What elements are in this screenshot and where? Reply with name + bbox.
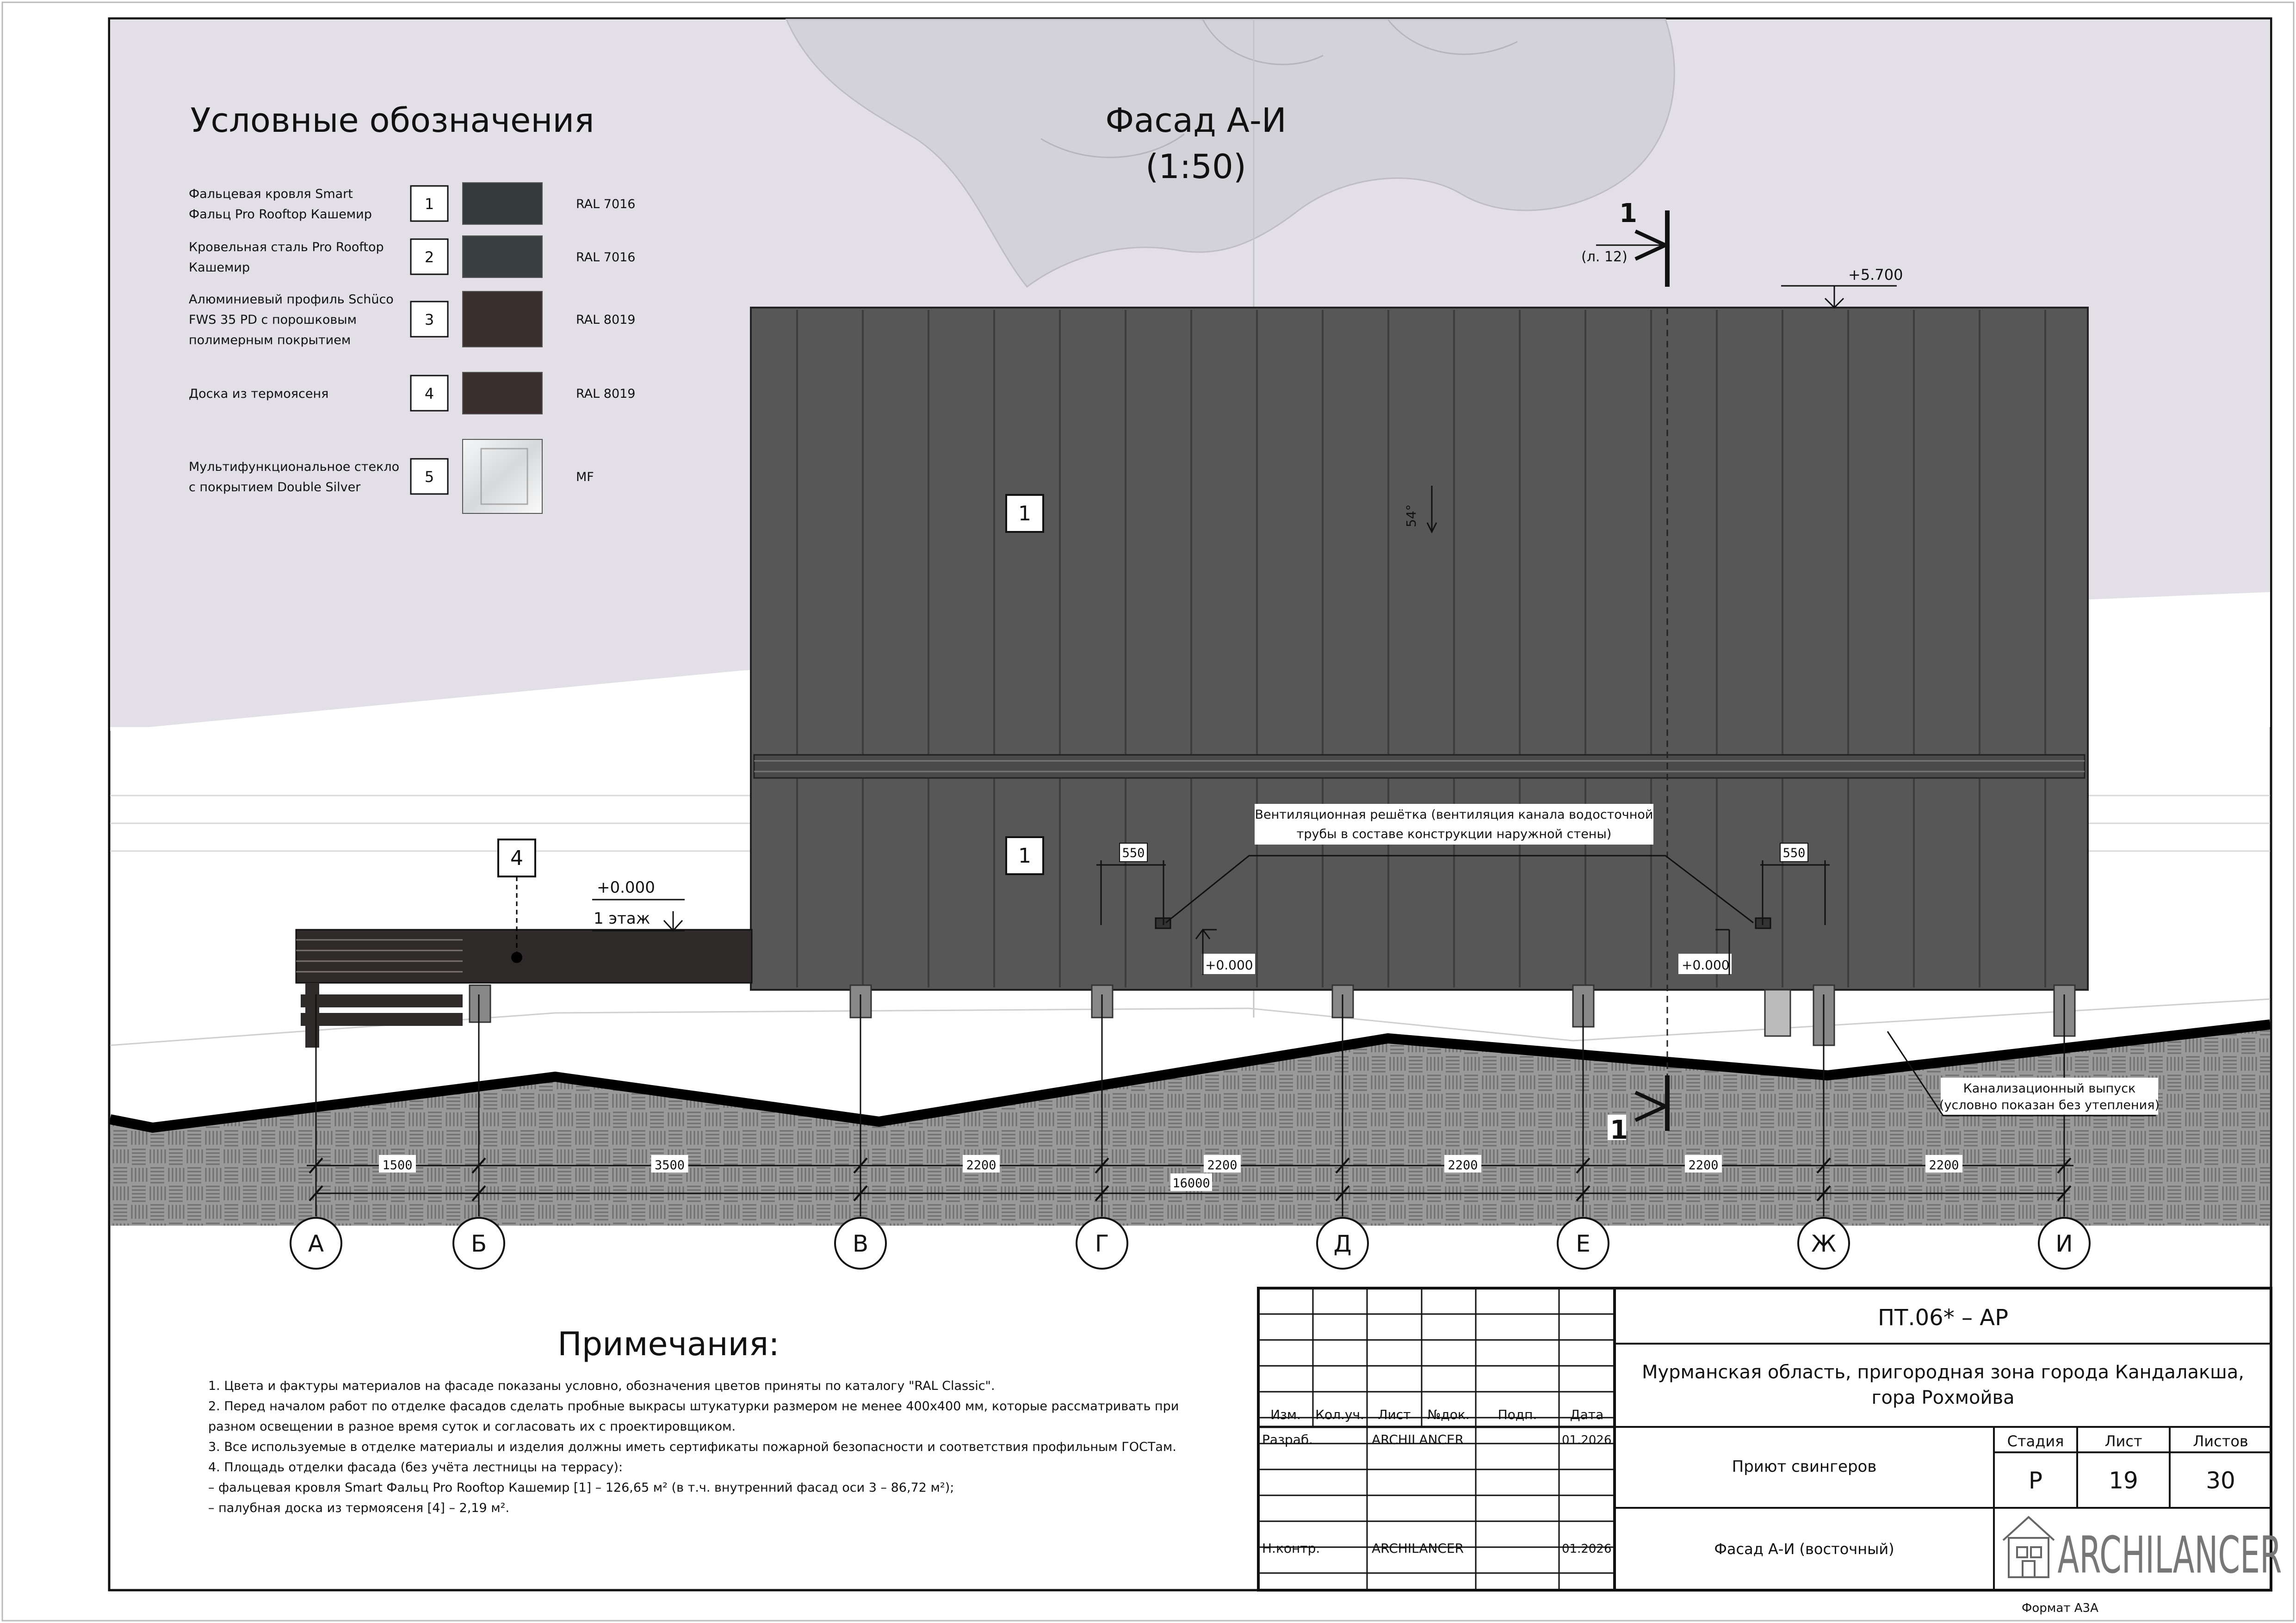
dimension-segment: 1500 [382,1158,413,1173]
legend-item-text: Кашемир [189,260,250,275]
elevation-top: +5.700 [1848,266,1903,284]
axis-label: Б [470,1230,487,1257]
legend-swatch [463,439,542,513]
dimension-total: 16000 [1172,1176,1210,1191]
title-block-text [1262,1305,2282,1615]
sheet-header: Лист [2104,1432,2142,1450]
title-block-header: Кол.уч. [1315,1407,1364,1422]
date-developer: 01.2026 [1562,1433,1612,1447]
legend-item-text: Кровельная сталь Pro Rooftop [189,240,384,254]
legend-item-num: 2 [424,248,434,266]
legend-item-text: Фальцевая кровля Smart [189,187,353,201]
dim-550-right: 550 [1782,846,1806,860]
sewer-note-line1: Канализационный выпуск [1963,1081,2136,1096]
axis-label: Г [1095,1230,1109,1257]
house-logo-icon [2003,1517,2054,1577]
legend-item-text: с покрытием Double Silver [189,480,361,494]
dim-550-left: 550 [1122,846,1145,860]
roof-angle: 54° [1404,504,1419,527]
note-line: 1. Цвета и фактуры материалов на фасаде показаны условно, обозначения цветов приняты по каталогу "RAL Classic". [208,1379,995,1393]
legend-item-code: MF [576,470,594,484]
floor-label: 1 этаж [594,909,650,928]
location-line1: Мурманская область, пригородная зона города Кандалакша, [1641,1362,2245,1383]
terrace [296,876,752,1048]
legend-item-code: RAL 8019 [576,387,636,401]
notes-title: Примечания: [557,1325,780,1363]
legend-item-text: Алюминиевый профиль Schüco [189,292,394,307]
vent-note-line1: Вентиляционная решётка (вентиляция канала водосточной [1255,808,1653,822]
section-marker-top: 1 [1619,198,1637,228]
title-block-header: Подп. [1498,1407,1537,1422]
role-developer: Разраб. [1262,1432,1313,1447]
project-name: Приют свингеров [1732,1457,1877,1476]
building-facade [751,308,2088,1119]
sheet-value: 19 [2109,1467,2138,1494]
axis-label: Е [1576,1230,1590,1257]
note-line: – палубная доска из термоясеня [4] – 2,19 м². [208,1501,510,1515]
legend-item-code: RAL 8019 [576,313,636,327]
notes [208,1325,1179,1515]
note-line: разном освещении в разное время суток и согласовать их с проектировщиком. [208,1419,736,1434]
legend-item-text: Доска из термоясеня [189,387,329,401]
sheet-format: Формат А3А [2022,1601,2098,1615]
name-developer: ARCHILANCER [1372,1432,1464,1447]
dimension-segment: 3500 [654,1158,685,1173]
name-control: ARCHILANCER [1372,1541,1464,1556]
legend-item-text: Фальц Pro Rooftop Кашемир [189,207,372,222]
dimension-segment: 2200 [1688,1158,1719,1173]
marker-wall: 1 [1018,844,1031,868]
sheets-value: 30 [2206,1467,2235,1494]
vent-note-line2: трубы в составе конструкции наружной стены) [1296,827,1612,841]
piles [470,985,2075,1045]
axis-label: В [852,1230,869,1257]
note-line: 2. Перед началом работ по отделке фасадов сделать пробные выкрасы штукатурки размером не менее 400х400 мм, которые рассматривать при [208,1399,1179,1413]
legend-swatch [463,183,542,224]
sheet-scale: (1:50) [1145,147,1246,186]
legend-item-code: RAL 7016 [576,250,636,265]
section-marker-bottom: 1 [1610,1115,1628,1145]
marker-terrace: 4 [510,846,523,870]
note-line: 4. Площадь отделки фасада (без учёта лестницы на террасу): [208,1460,623,1475]
dimension-segment: 2200 [1929,1158,1959,1173]
dimension-segment: 2200 [1448,1158,1478,1173]
elevation-vent-left: +0.000 [1205,957,1253,973]
role-control: Н.контр. [1262,1541,1320,1556]
legend-swatch [463,236,542,278]
sheet-title: Фасад А-И [1105,101,1287,140]
note-line: 3. Все используемые в отделке материалы и изделия должны иметь сертификаты пожарной безопасности и соответствия профильным ГОСТам. [208,1440,1176,1454]
dimension-segment: 2200 [1207,1158,1238,1173]
title-block-header: №док. [1427,1407,1470,1422]
elevation-vent-right: +0.000 [1682,957,1730,973]
date-control: 01.2026 [1562,1542,1612,1556]
marker-roof: 1 [1018,502,1031,525]
axis-label: А [308,1230,324,1257]
title-block-header: Дата [1570,1407,1604,1422]
axis-label: Ж [1811,1230,1836,1257]
legend-swatch [463,291,542,347]
axis-label: И [2055,1230,2073,1257]
elevation-terrace: +0.000 [597,878,655,897]
legend-item-text: FWS 35 PD с порошковым [189,313,357,327]
legend-item-text: полимерным покрытием [189,333,351,347]
sheet-name: Фасад А-И (восточный) [1714,1540,1894,1558]
location-line2: гора Рохмойва [1871,1387,2015,1408]
legend-title: Условные обозначения [190,101,594,140]
sheets-header: Листов [2193,1432,2248,1450]
brand-logo: ARCHILANCER [2057,1525,2282,1585]
legend-swatch [463,372,542,414]
stage-header: Стадия [2007,1432,2064,1450]
stage-value: Р [2028,1467,2043,1494]
title-block-header: Лист [1378,1407,1411,1422]
project-code: ПТ.06* – АР [1877,1305,2009,1331]
legend-item-num: 4 [424,385,434,402]
legend-item-code: RAL 7016 [576,197,636,211]
dimension-segment: 2200 [966,1158,996,1173]
section-sheet-ref: (л. 12) [1581,249,1628,265]
legend-item-text: Мультифункциональное стекло [189,460,400,474]
sewer-note-line2: (условно показан без утепления) [1939,1098,2160,1112]
axis-label: Д [1333,1230,1352,1257]
legend-item-num: 1 [424,195,434,213]
legend-item-num: 3 [424,311,434,328]
title-block-header: Изм. [1270,1407,1301,1422]
note-line: – фальцевая кровля Smart Фальц Pro Rooftop Кашемир [1] – 126,65 м² (в т.ч. внутренний фасад оси 3 – 86,72 м²); [208,1481,954,1495]
legend-item-num: 5 [424,468,434,486]
